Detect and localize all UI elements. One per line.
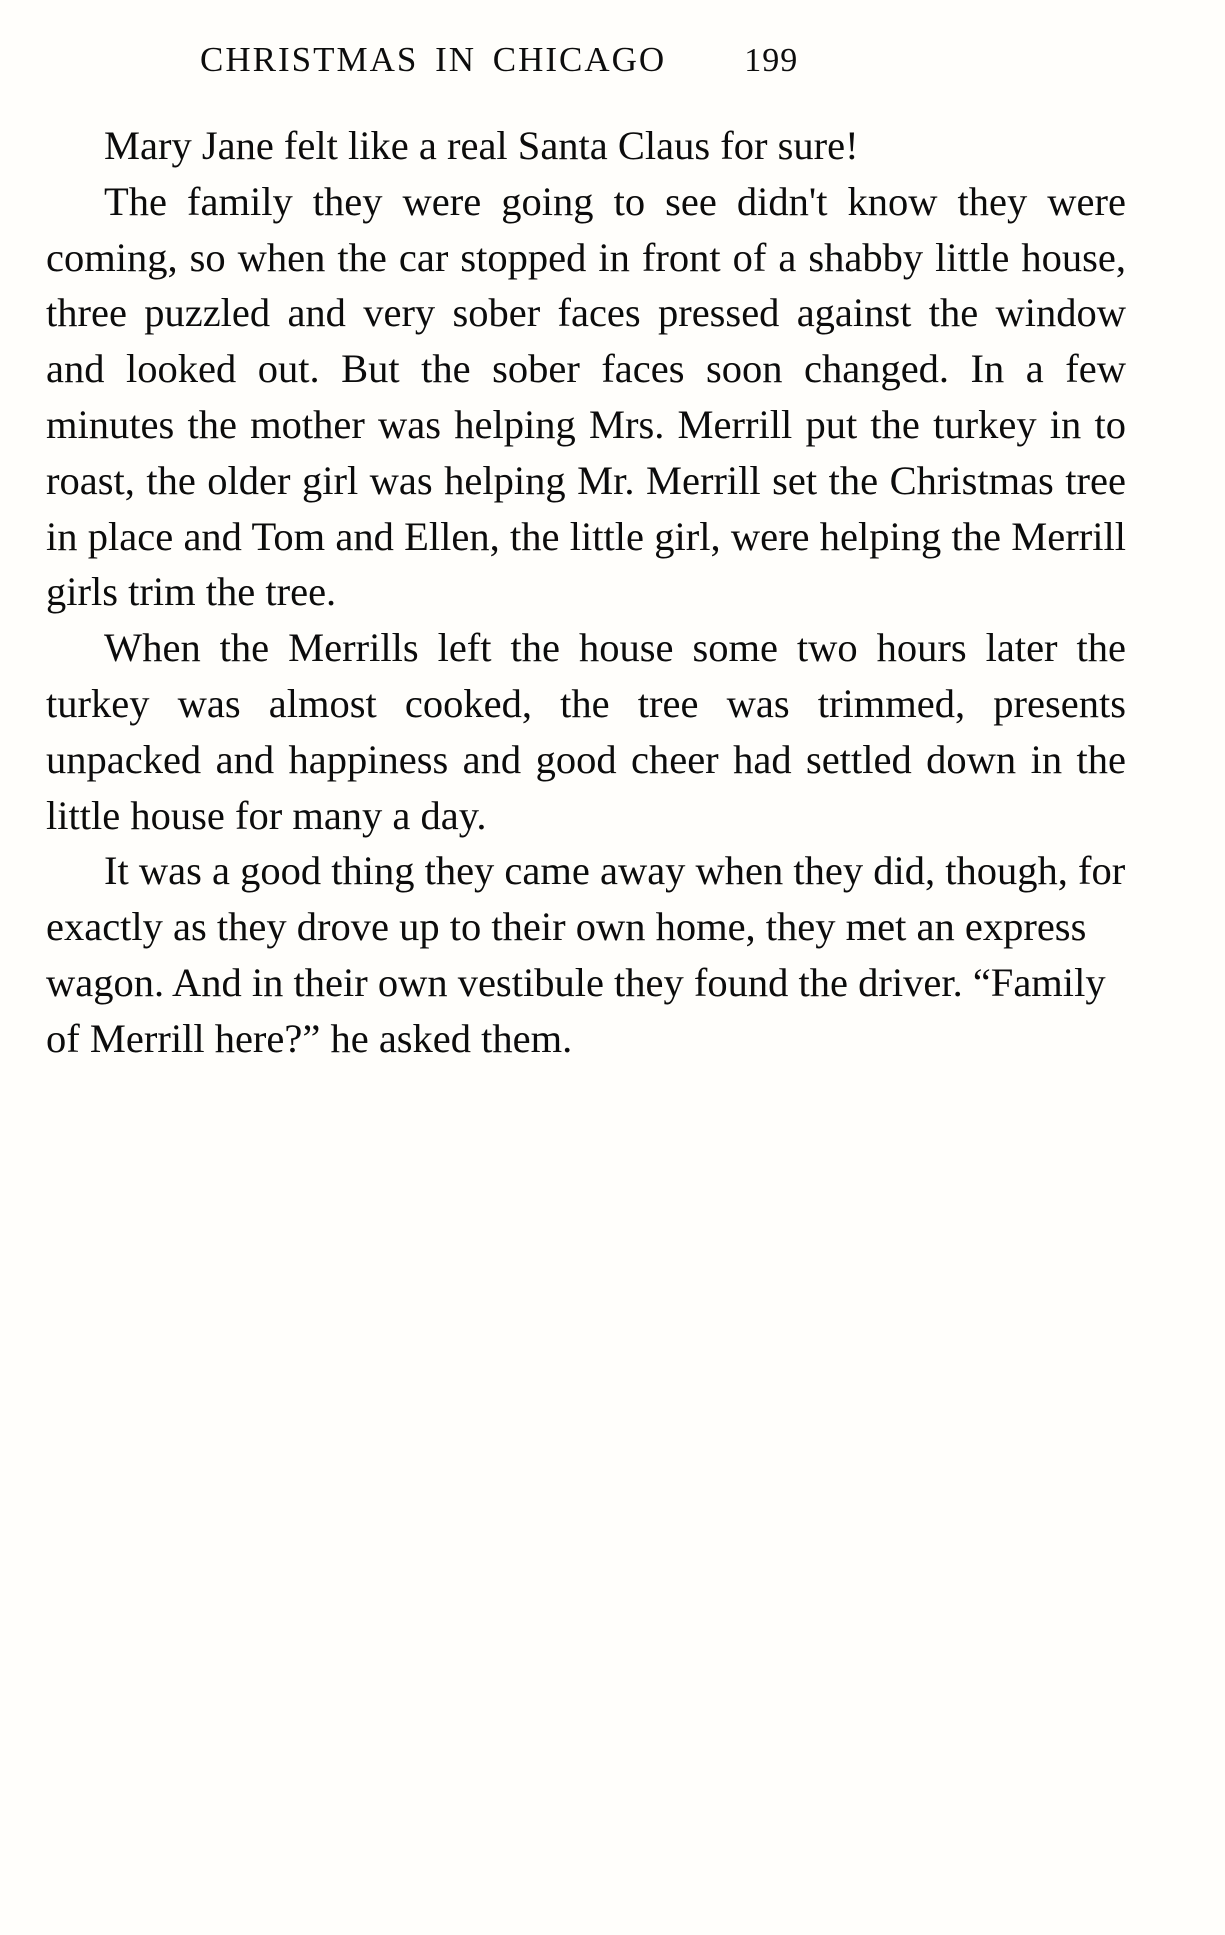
page-number: 199 bbox=[744, 42, 799, 79]
paragraph: Mary Jane felt like a real Santa Claus for sure! bbox=[104, 123, 859, 168]
paragraph: When the Merrills left the house some two hours later the turkey was almost cooked, the tree was trimmed, presents unpacked and happiness and good cheer had settled down in the little house for many a day. bbox=[46, 625, 1126, 838]
page-header bbox=[200, 40, 1100, 80]
running-head: CHRISTMAS IN CHICAGO bbox=[200, 40, 667, 79]
page-body bbox=[46, 118, 1126, 1067]
paragraph: The family they were going to see didn't know they were coming, so when the car stopped in front of a shabby little house, three puzzled and very sober faces pressed against the window and looked out. But the sober faces soon changed. In a few minutes the mother was helping Mrs. Merrill put the turkey in to roast, the older girl was helping Mr. Merrill set the Christmas tree in place and Tom and Ellen, the little girl, were helping the Merrill girls trim the tree. bbox=[46, 178, 1126, 615]
paragraph: It was a good thing they came away when they did, though, for exactly as they drove up to their own home, they met an express wagon. And in their own vestibule they found the driver. “Family of Merrill here?” he asked them. bbox=[46, 848, 1126, 1061]
